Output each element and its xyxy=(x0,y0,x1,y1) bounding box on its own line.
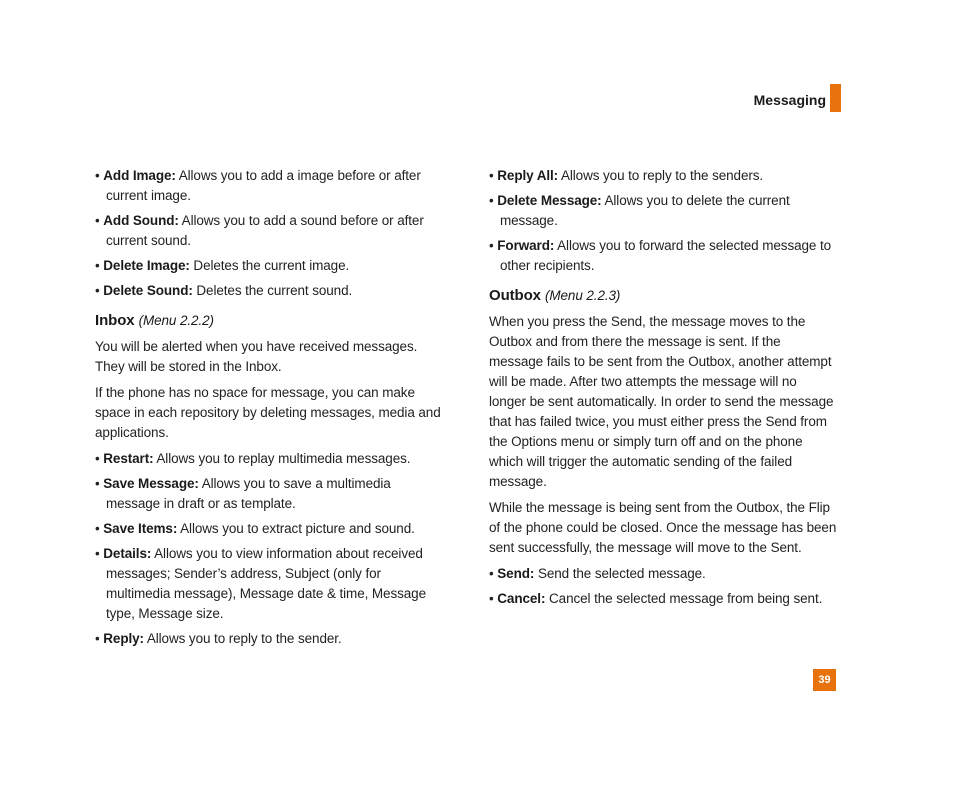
bullet-text: Allows you to reply to the senders. xyxy=(558,168,764,183)
inbox-heading xyxy=(95,311,445,331)
bullet-details: • Details: Allows you to view information about received messages; Sender’s address, Subject (only for multimedia message), Message date & time, Message type, Message size. xyxy=(95,546,426,621)
bullet-forward: • Forward: Allows you to forward the selected message to other recipients. xyxy=(489,238,832,273)
outbox-paragraph-1: When you press the Send, the message moves to the Outbox and from there the message is sent. If the message fails to be sent from the Outbox, another attempt will be made. After two attempts the message will no longer be sent automatically. In order to send the message that has failed twice, you must either press the Send from the Options menu or simply turn off and on the phone which will trigger the automatic sending of the failed message. xyxy=(489,314,834,489)
bullet-text: Deletes the current sound. xyxy=(192,283,353,298)
outbox-paragraph-2: While the message is being sent from the Outbox, the Flip of the phone could be closed. Once the message has been sent successfully, the message will move to the Sent. xyxy=(489,500,837,555)
bullet-save-items: • Save Items: Allows you to extract picture and sound. xyxy=(95,521,415,536)
bullet-text: Allows you to add a sound before or after current sound. xyxy=(106,213,424,248)
left-column xyxy=(95,166,445,654)
bullet-term: Cancel: xyxy=(497,591,546,606)
right-column xyxy=(489,166,837,614)
bullet-text: Allows you to save a multimedia message in draft or as template. xyxy=(106,476,391,511)
bullet-delete-sound: • Delete Sound: Deletes the current sound. xyxy=(95,283,353,298)
outbox-title: Outbox xyxy=(489,287,541,304)
bullet-text: Allows you to view information about received messages; Sender’s address, Subject (only for multimedia message), Message date & time, Message type, Message size. xyxy=(106,546,426,621)
bullet-reply: • Reply: Allows you to reply to the sender. xyxy=(95,631,342,646)
outbox-menu-ref: (Menu 2.2.3) xyxy=(544,288,621,303)
outbox-heading xyxy=(489,286,837,306)
inbox-title: Inbox xyxy=(95,312,135,329)
bullet-term: Details: xyxy=(103,546,152,561)
bullet-text: Deletes the current image. xyxy=(189,258,350,273)
bullet-text: Cancel the selected message from being sent. xyxy=(545,591,823,606)
inbox-menu-ref: (Menu 2.2.2) xyxy=(138,313,214,328)
bullet-term: Delete Message: xyxy=(497,193,602,208)
bullet-restart: • Restart: Allows you to replay multimedia messages. xyxy=(95,451,411,466)
bullet-term: Save Message: xyxy=(103,476,199,491)
bullet-text: Allows you to forward the selected message to other recipients. xyxy=(500,238,832,273)
bullet-term: Send: xyxy=(497,566,535,581)
bullet-term: Delete Sound: xyxy=(103,283,193,298)
bullet-text: Allows you to add a image before or after current image. xyxy=(106,168,421,203)
bullet-term: Reply All: xyxy=(497,168,559,183)
bullet-text: Allows you to replay multimedia messages. xyxy=(153,451,411,466)
section-title: Messaging xyxy=(753,92,826,108)
bullet-text: Allows you to delete the current message. xyxy=(500,193,790,228)
bullet-term: Delete Image: xyxy=(103,258,190,273)
bullet-send: • Send: Send the selected message. xyxy=(489,566,706,581)
bullet-delete-image: • Delete Image: Deletes the current image. xyxy=(95,258,350,273)
bullet-term: Save Items: xyxy=(103,521,178,536)
bullet-delete-message: • Delete Message: Allows you to delete the current message. xyxy=(489,193,790,228)
bullet-text: Allows you to extract picture and sound. xyxy=(177,521,415,536)
inbox-paragraph-2: If the phone has no space for message, you can make space in each repository by deleting messages, media and applications. xyxy=(95,385,441,440)
bullet-term: Restart: xyxy=(103,451,154,466)
bullet-text: Send the selected message. xyxy=(534,566,706,581)
bullet-cancel: • Cancel: Cancel the selected message from being sent. xyxy=(489,591,823,606)
page-number: 39 xyxy=(813,669,836,691)
bullet-term: Forward: xyxy=(497,238,555,253)
bullet-add-sound: • Add Sound: Allows you to add a sound before or after current sound. xyxy=(95,213,424,248)
bullet-term: Reply: xyxy=(103,631,144,646)
bullet-text: Allows you to reply to the sender. xyxy=(143,631,342,646)
bullet-term: Add Sound: xyxy=(103,213,179,228)
inbox-paragraph-1: You will be alerted when you have received messages. They will be stored in the Inbox. xyxy=(95,339,418,374)
section-tab-marker xyxy=(830,84,841,112)
bullet-reply-all: • Reply All: Allows you to reply to the senders. xyxy=(489,168,764,183)
bullet-add-image: • Add Image: Allows you to add a image before or after current image. xyxy=(95,168,421,203)
bullet-save-message: • Save Message: Allows you to save a multimedia message in draft or as template. xyxy=(95,476,391,511)
bullet-term: Add Image: xyxy=(103,168,176,183)
